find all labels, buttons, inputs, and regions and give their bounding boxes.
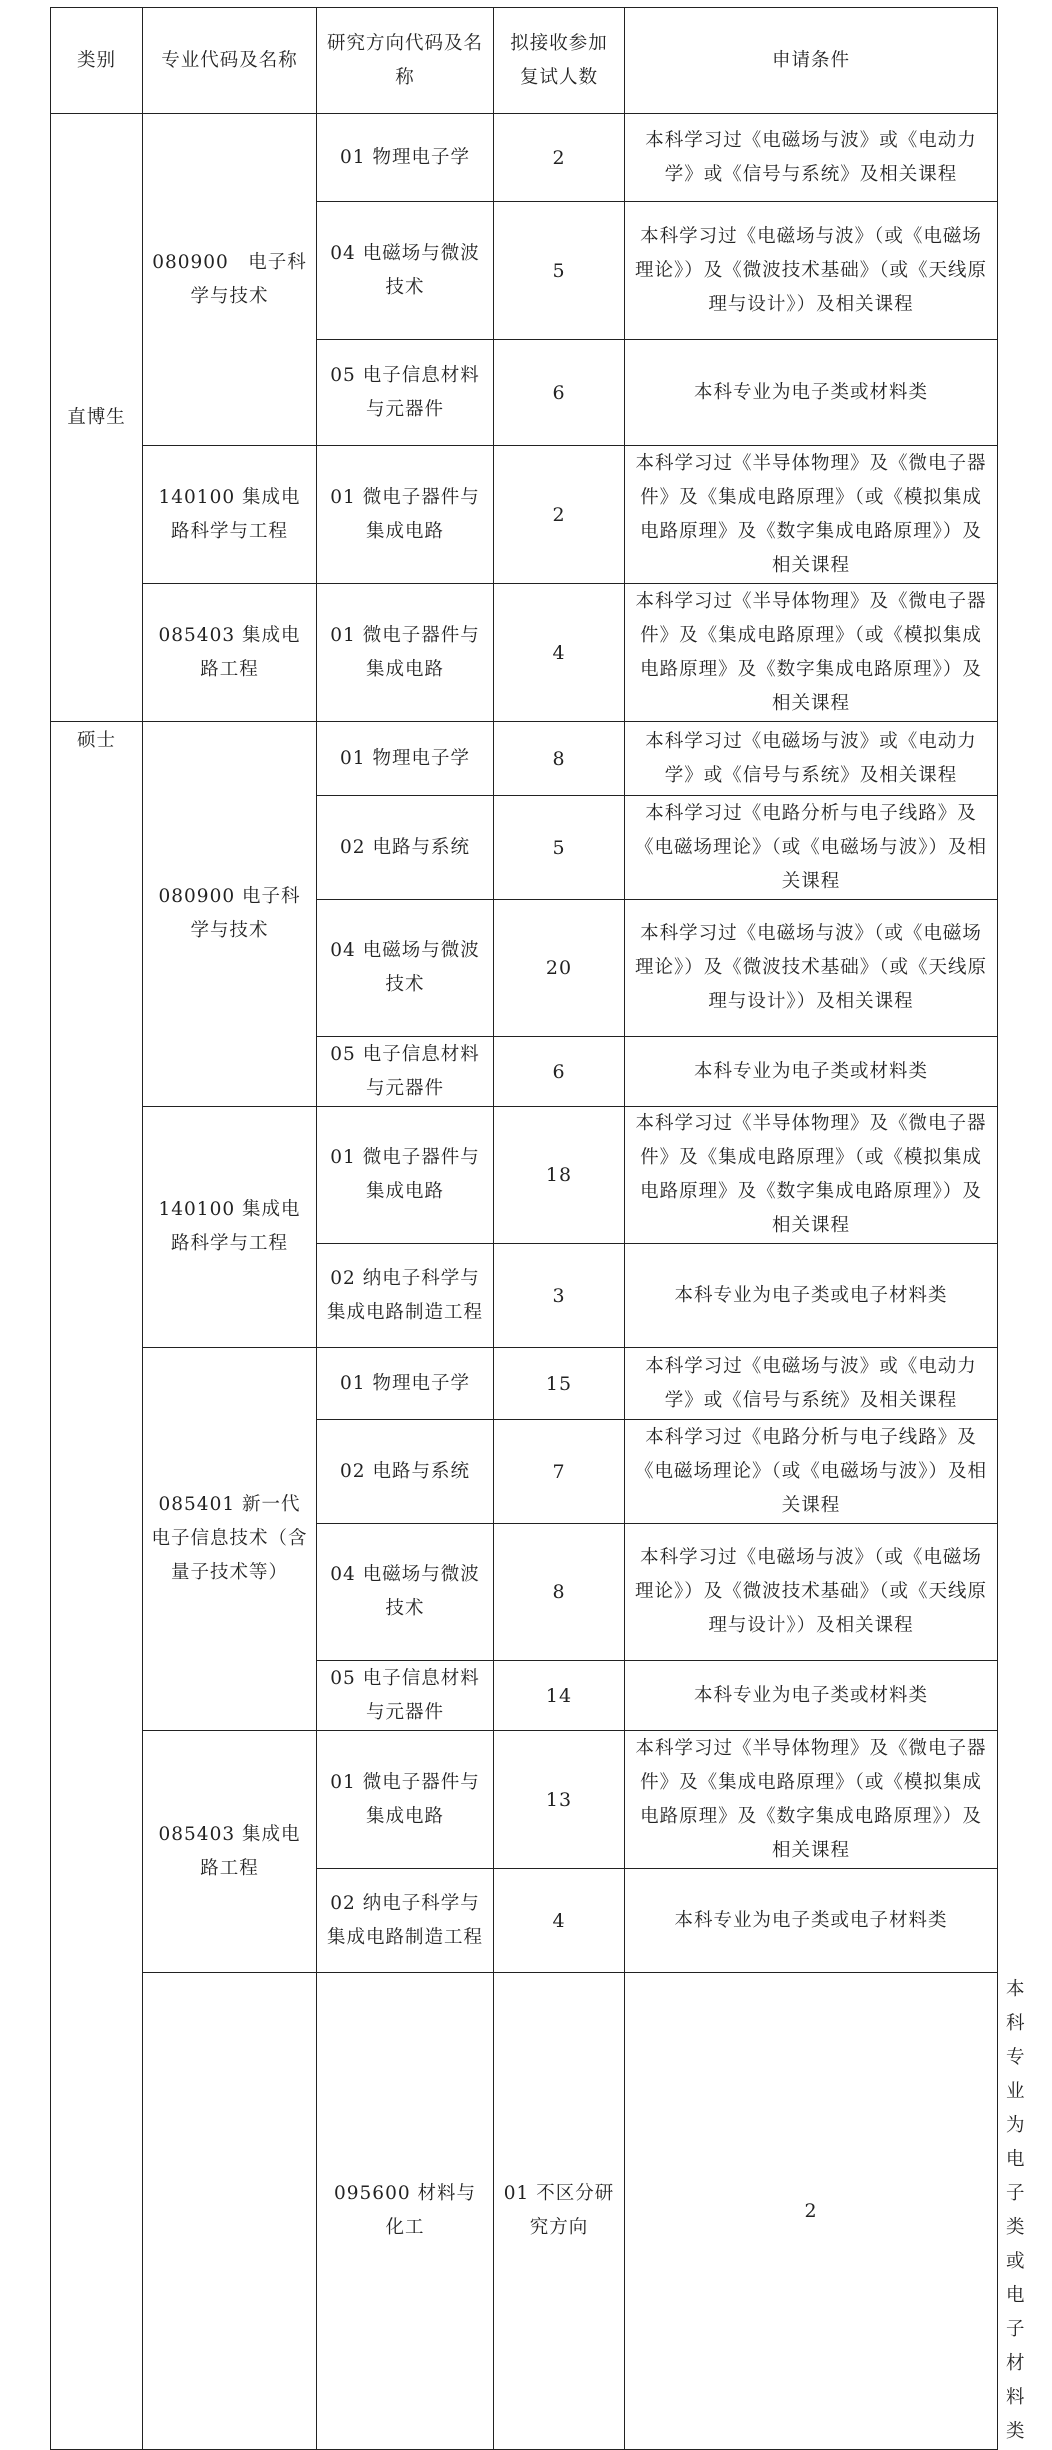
quota-cell: 13	[494, 1731, 625, 1869]
direction-cell: 05 电子信息材料与元器件	[317, 1037, 494, 1107]
header-quota: 拟接收参加复试人数	[494, 8, 625, 114]
direction-cell: 01 微电子器件与集成电路	[317, 1731, 494, 1869]
header-requirement: 申请条件	[625, 8, 998, 114]
quota-cell: 8	[494, 1524, 625, 1661]
quota-cell: 2	[494, 114, 625, 202]
quota-cell: 4	[494, 584, 625, 722]
table-row	[51, 584, 998, 722]
category-cell: 硕士	[51, 722, 143, 2450]
requirement-cell: 本科专业为电子类或材料类	[625, 1661, 998, 1731]
major-cell: 080900 电子科学与技术	[143, 722, 317, 1107]
requirement-cell: 本科学习过《半导体物理》及《微电子器件》及《集成电路原理》（或《模拟集成电路原理》及《数字集成电路原理》）及相关课程	[625, 446, 998, 584]
quota-cell: 8	[494, 722, 625, 796]
requirement-cell: 本科学习过《半导体物理》及《微电子器件》及《集成电路原理》（或《模拟集成电路原理》及《数字集成电路原理》）及相关课程	[625, 1107, 998, 1244]
quota-cell: 18	[494, 1107, 625, 1244]
requirement-cell: 本科专业为电子类或材料类	[625, 340, 998, 446]
requirement-cell: 本科学习过《电路分析与电子线路》及《电磁场理论》（或《电磁场与波》）及相关课程	[625, 1420, 998, 1524]
requirement-cell: 本科专业为电子类或电子材料类	[625, 1244, 998, 1348]
category-cell: 直博生	[51, 114, 143, 722]
direction-cell: 04 电磁场与微波技术	[317, 1524, 494, 1661]
quota-cell: 20	[494, 900, 625, 1037]
table-row	[51, 722, 998, 796]
direction-cell: 01 微电子器件与集成电路	[317, 446, 494, 584]
major-cell: 095600 材料与化工	[317, 1973, 494, 2450]
quota-cell: 6	[494, 1037, 625, 1107]
requirement-cell: 本科学习过《电磁场与波》（或《电磁场理论》）及《微波技术基础》（或《天线原理与设计》）及相关课程	[625, 202, 998, 340]
table-row	[51, 1348, 998, 1420]
direction-cell: 01 微电子器件与集成电路	[317, 584, 494, 722]
requirement-cell: 本科学习过《电磁场与波》或《电动力学》或《信号与系统》及相关课程	[625, 1348, 998, 1420]
category-cell-empty	[143, 1973, 317, 2450]
requirement-cell: 本科学习过《电磁场与波》（或《电磁场理论》）及《微波技术基础》（或《天线原理与设计》）及相关课程	[625, 900, 998, 1037]
direction-cell: 01 物理电子学	[317, 1348, 494, 1420]
major-cell: 085403 集成电路工程	[143, 584, 317, 722]
header-major: 专业代码及名称	[143, 8, 317, 114]
requirement-cell: 本科专业为电子类或电子材料类	[625, 1869, 998, 1973]
direction-cell: 01 物理电子学	[317, 722, 494, 796]
quota-cell: 2	[494, 446, 625, 584]
direction-cell: 04 电磁场与微波技术	[317, 202, 494, 340]
requirement-cell: 本科学习过《半导体物理》及《微电子器件》及《集成电路原理》（或《模拟集成电路原理》及《数字集成电路原理》）及相关课程	[625, 584, 998, 722]
major-cell: 080900 电子科学与技术	[143, 114, 317, 446]
quota-cell: 4	[494, 1869, 625, 1973]
direction-cell: 02 电路与系统	[317, 1420, 494, 1524]
direction-cell: 02 电路与系统	[317, 796, 494, 900]
quota-cell: 5	[494, 796, 625, 900]
direction-cell: 01 不区分研究方向	[494, 1973, 625, 2450]
quota-cell: 6	[494, 340, 625, 446]
direction-cell: 04 电磁场与微波技术	[317, 900, 494, 1037]
direction-cell: 02 纳电子科学与集成电路制造工程	[317, 1244, 494, 1348]
direction-cell: 01 微电子器件与集成电路	[317, 1107, 494, 1244]
requirement-cell: 本科学习过《半导体物理》及《微电子器件》及《集成电路原理》（或《模拟集成电路原理》及《数字集成电路原理》）及相关课程	[625, 1731, 998, 1869]
table-row	[51, 114, 998, 202]
major-cell: 140100 集成电路科学与工程	[143, 1107, 317, 1348]
quota-cell: 15	[494, 1348, 625, 1420]
direction-cell: 02 纳电子科学与集成电路制造工程	[317, 1869, 494, 1973]
quota-cell: 3	[494, 1244, 625, 1348]
requirement-cell: 本科学习过《电磁场与波》或《电动力学》或《信号与系统》及相关课程	[625, 722, 998, 796]
direction-cell: 05 电子信息材料与元器件	[317, 1661, 494, 1731]
quota-cell: 7	[494, 1420, 625, 1524]
requirement-cell: 本科学习过《电路分析与电子线路》及《电磁场理论》（或《电磁场与波》）及相关课程	[625, 796, 998, 900]
major-cell: 140100 集成电路科学与工程	[143, 446, 317, 584]
major-cell: 085403 集成电路工程	[143, 1731, 317, 1973]
admission-table	[50, 7, 1026, 2450]
requirement-cell: 本科学习过《电磁场与波》或《电动力学》或《信号与系统》及相关课程	[625, 114, 998, 202]
requirement-cell: 本科专业为电子类或材料类	[625, 1037, 998, 1107]
header-category: 类别	[51, 8, 143, 114]
table-row: 095600 材料与化工 01 不区分研究方向 2 本科专业为电子类或电子材料类	[51, 1973, 998, 2450]
direction-cell: 05 电子信息材料与元器件	[317, 340, 494, 446]
direction-cell: 01 物理电子学	[317, 114, 494, 202]
table-row	[51, 1731, 998, 1869]
requirement-cell: 本科学习过《电磁场与波》（或《电磁场理论》）及《微波技术基础》（或《天线原理与设计》）及相关课程	[625, 1524, 998, 1661]
header-direction: 研究方向代码及名称	[317, 8, 494, 114]
quota-cell: 14	[494, 1661, 625, 1731]
quota-cell: 5	[494, 202, 625, 340]
quota-cell: 2	[625, 1973, 998, 2450]
table-row	[51, 446, 998, 584]
table-row	[51, 1107, 998, 1244]
major-cell: 085401 新一代电子信息技术（含量子技术等）	[143, 1348, 317, 1731]
